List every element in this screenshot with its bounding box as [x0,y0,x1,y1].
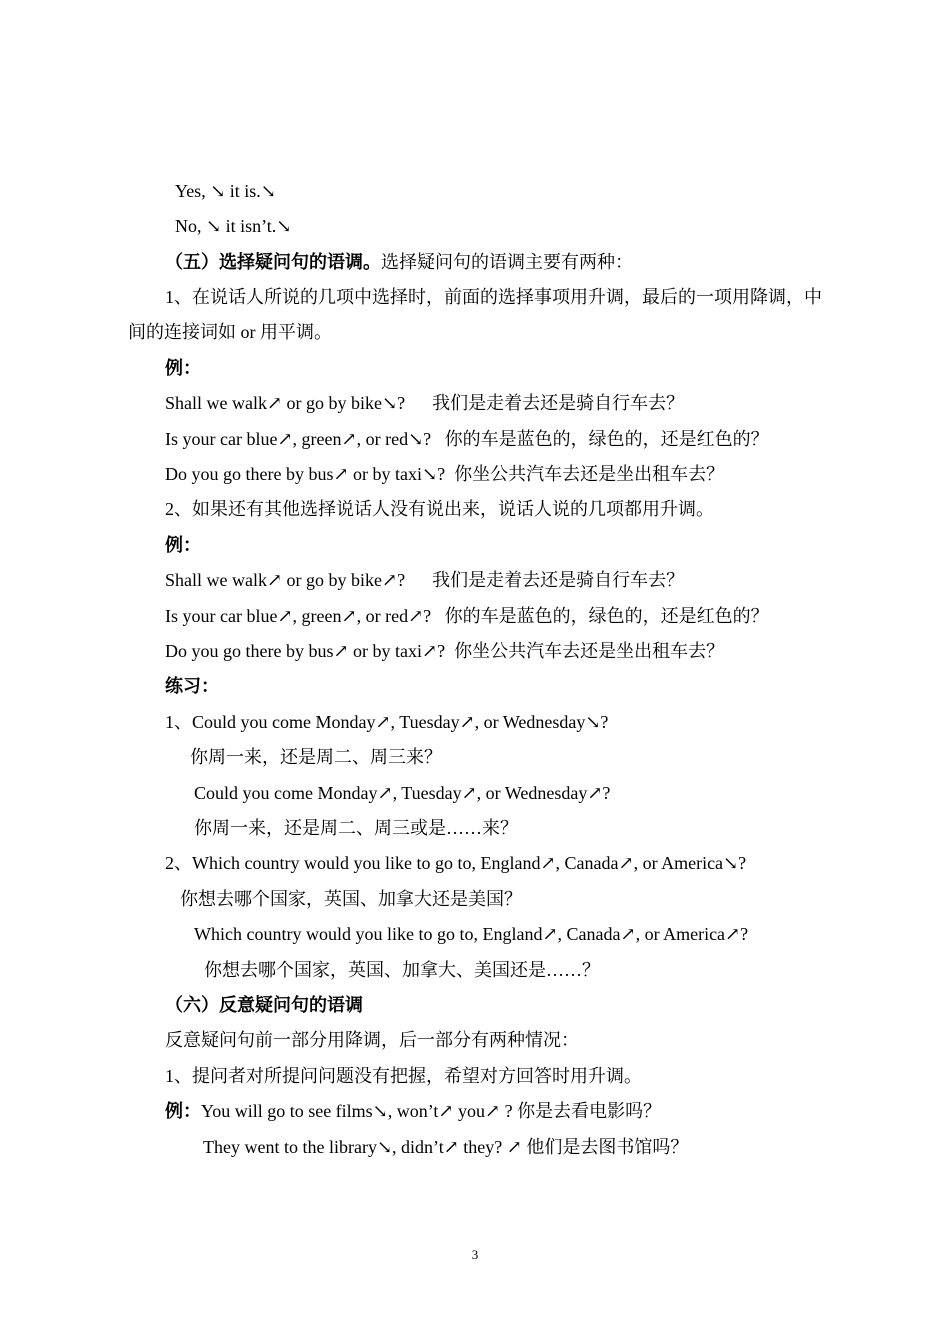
example-label: 例： [165,358,201,378]
text-line: 反意疑问句前一部分用降调，后一部分有两种情况： [165,1030,579,1050]
example-label: 例： [165,535,201,555]
text-line: Which country would you like to go to, England↗, Canada↗, or America↗? [194,924,749,944]
text-line: 1、Could you come Monday↗, Tuesday↗, or Wednesday↘? [165,712,609,732]
text-line: Shall we walk↗ or go by bike↘? 我们是走着去还是骑自行车去？ [165,393,685,413]
text-line: Shall we walk↗ or go by bike↗? 我们是走着去还是骑自行车去？ [165,570,685,590]
text-line: Do you go there by bus↗ or by taxi↗? 你坐公共汽车去还是坐出租车去？ [165,641,725,661]
example-text: You will go to see films↘, won’t↗ you↗ ? 你是去看电影吗？ [201,1101,662,1121]
text-line: 1、在说话人所说的几项中选择时，前面的选择事项用升调，最后的一项用降调，中 [165,287,822,307]
exercise-label: 练习： [165,676,219,696]
page-number: 3 [471,1247,479,1262]
text-line: 你想去哪个国家，英国、加拿大还是美国？ [180,889,522,909]
text-line: Yes, ↘ it is.↘ [175,181,276,201]
text-line: 1、提问者对所提问问题没有把握，希望对方回答时用升调。 [165,1066,642,1086]
text-line: 2、Which country would you like to go to, England↗, Canada↗, or America↘? [165,853,747,873]
example-label: 例： [165,1101,201,1121]
text-line: 你想去哪个国家，英国、加拿大、美国还是……？ [204,960,600,980]
text-line: Do you go there by bus↗ or by taxi↘? 你坐公共汽车去还是坐出租车去？ [165,464,725,484]
text-line: Is your car blue↗, green↗, or red↗? 你的车是蓝色的，绿色的，还是红色的？ [165,606,769,626]
heading-tail-text: 选择疑问句的语调主要有两种： [381,252,633,272]
example-line [165,1099,661,1123]
text-line: Is your car blue↗, green↗, or red↘? 你的车是蓝色的，绿色的，还是红色的？ [165,429,769,449]
text-line: No, ↘ it isn’t.↘ [175,216,292,236]
text-line: 间的连接词如 or 用平调。 [128,322,332,342]
section-heading [165,250,633,274]
text-line: 2、如果还有其他选择说话人没有说出来，说话人说的几项都用升调。 [165,499,714,519]
heading-bold-text: （五）选择疑问句的语调。 [165,252,381,272]
text-line: Could you come Monday↗, Tuesday↗, or Wednesday↗? [194,783,611,803]
section-heading: （六）反意疑问句的语调 [165,995,363,1015]
text-line: 你周一来，还是周二、周三或是……来？ [194,818,518,838]
text-line: 你周一来，还是周二、周三来？ [190,747,442,767]
text-line: They went to the library↘, didn’t↗ they? ↗ 他们是去图书馆吗？ [203,1137,689,1157]
